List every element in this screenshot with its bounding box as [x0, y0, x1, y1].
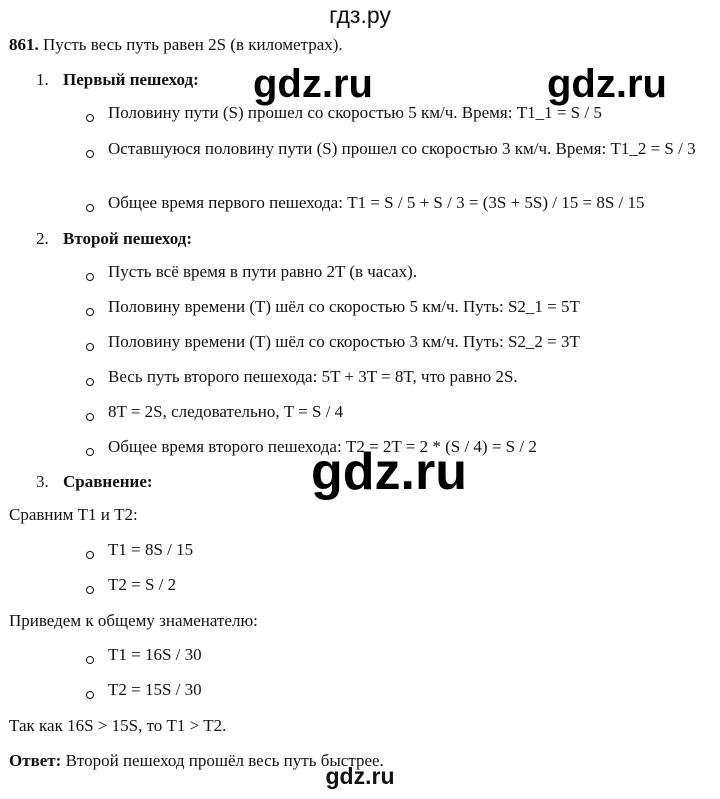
- list-item: Общее время первого пешехода: T1 = S / 5 + S / 3 = (3S + 5S) / 15 = 8S / 15: [108, 193, 645, 212]
- list-item: Половину пути (S) прошел со скоростью 5 км/ч. Время: T1_1 = S / 5: [108, 103, 602, 122]
- bullet-icon: [86, 586, 94, 594]
- bullet-icon: [86, 413, 94, 421]
- section-2-heading: [36, 229, 192, 249]
- watermark: gdz.ru: [311, 443, 467, 501]
- problem-intro: Пусть весь путь равен 2S (в километрах).: [43, 35, 343, 54]
- list-item: Весь путь второго пешехода: 5T + 3T = 8T, что равно 2S.: [108, 367, 518, 386]
- bullet-icon: [86, 204, 94, 212]
- problem-number: 861.: [9, 35, 39, 54]
- answer-label: Ответ:: [9, 751, 62, 770]
- section-3-heading: [36, 472, 153, 492]
- list-item: Половину времени (T) шёл со скоростью 3 км/ч. Путь: S2_2 = 3T: [108, 332, 580, 351]
- list-item: Половину времени (T) шёл со скоростью 5 км/ч. Путь: S2_1 = 5T: [108, 297, 580, 316]
- list-item: T2 = 15S / 30: [108, 680, 202, 699]
- bullet-icon: [86, 551, 94, 559]
- bullet-icon: [86, 378, 94, 386]
- watermark: gdz.ru: [253, 62, 373, 106]
- list-item: Оставшуюся половину пути (S) прошел со скоростью 3 км/ч. Время: T1_2 = S / 3: [108, 139, 696, 158]
- site-header: гдз.ру: [329, 2, 391, 28]
- bullet-icon: [86, 308, 94, 316]
- list-item: Пусть всё время в пути равно 2T (в часах).: [108, 262, 418, 281]
- comparison-intro: Сравним T1 и T2:: [9, 505, 138, 524]
- section-3-title: Сравнение:: [63, 472, 153, 491]
- watermark: gdz.ru: [547, 62, 667, 106]
- list-item: T2 = S / 2: [108, 575, 177, 594]
- section-2-title: Второй пешеход:: [63, 229, 192, 248]
- common-denominator-intro: Приведем к общему знаменателю:: [9, 611, 258, 630]
- list-item: 8T = 2S, следовательно, T = S / 4: [108, 402, 344, 421]
- bullet-icon: [86, 150, 94, 158]
- list-item: T1 = 8S / 15: [108, 540, 194, 559]
- section-3-number: 3.: [36, 472, 49, 491]
- list-item: Общее время второго пешехода: T2 = 2T = 2 * (S / 4) = S / 2: [108, 437, 537, 456]
- answer-text: Второй пешеход прошёл весь путь быстрее.: [65, 751, 384, 770]
- list-item: T1 = 16S / 30: [108, 645, 202, 664]
- bullet-icon: [86, 448, 94, 456]
- site-footer: gdz.ru: [325, 763, 395, 789]
- bullet-icon: [86, 691, 94, 699]
- conclusion: Так как 16S > 15S, то T1 > T2.: [9, 716, 227, 735]
- problem-statement: [9, 35, 343, 55]
- bullet-icon: [86, 273, 94, 281]
- bullet-icon: [86, 656, 94, 664]
- section-2-number: 2.: [36, 229, 49, 248]
- section-1-title: Первый пешеход:: [63, 70, 199, 89]
- bullet-icon: [86, 343, 94, 351]
- bullet-icon: [86, 114, 94, 122]
- section-1-number: 1.: [36, 70, 49, 89]
- section-1-heading: [36, 70, 199, 90]
